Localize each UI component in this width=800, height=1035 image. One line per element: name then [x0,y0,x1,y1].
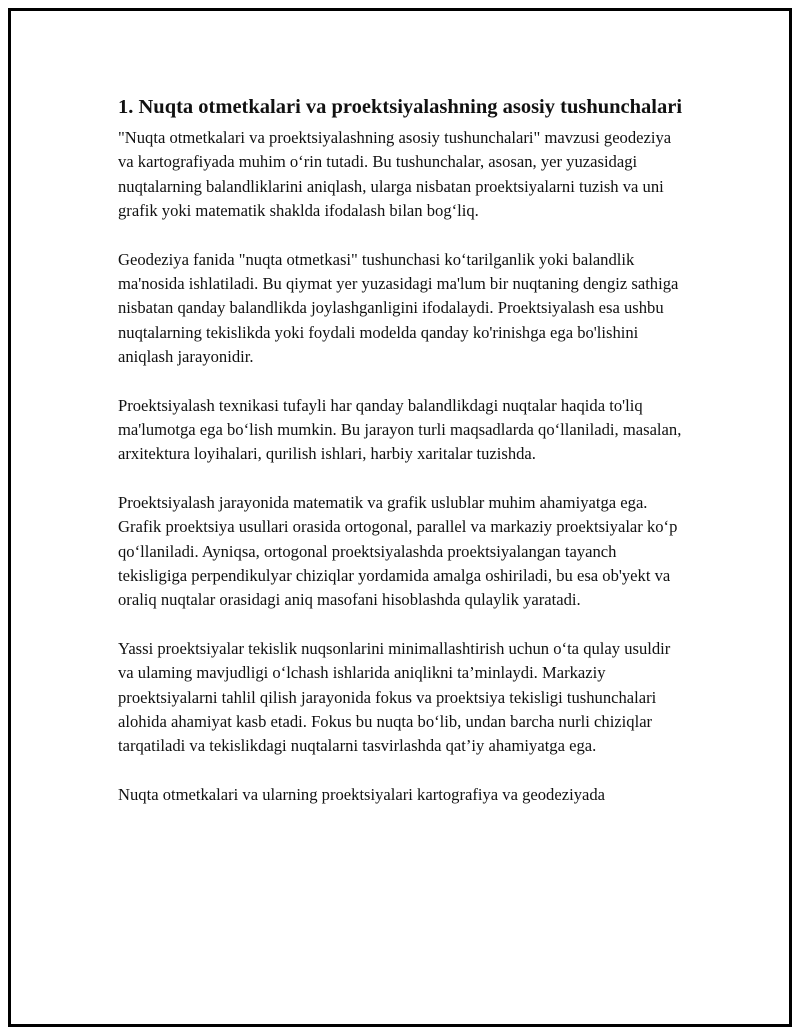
paragraph-1: "Nuqta otmetkalari va proektsiyalashning asosiy tushunchalari" mavzusi geodeziya va kartografiyada muhim o‘rin tutadi. Bu tushunchalar, asosan, yer yuzasidagi nuqtalarning balandliklarini aniqlash, ularga nisbatan proektsiyalarni tuzish va uni grafik yoki matematik shaklda ifodalash bilan bog‘liq. [118,128,672,220]
paragraph-3: Proektsiyalash texnikasi tufayli har qanday balandlikdagi nuqtalar haqida to'liq ma'lumotga ega bo‘lish mumkin. Bu jarayon turli maqsadlarda qo‘llaniladi, masalan, arxitektura loyihalari, qurilish ishlari, harbiy xaritalar tuzishda. [118,395,682,464]
paragraph-2: Geodeziya fanida "nuqta otmetkasi" tushunchasi ko‘tarilganlik yoki balandlik ma'nosida ishlatiladi. Bu qiymat yer yuzasidagi ma'lum bir nuqtaning dengiz sathiga nisbatan qanday balandlikda joylashganligini ifodalaydi. Proektsiyalash esa ushbu nuqtalarning tekislikda yoki foydali modelda qanday ko'rinishga ega bo'lishini aniqlash jarayonidir. [118,249,679,366]
section-heading: 1. Nuqta otmetkalari va proektsiyalashning asosiy tushunchalari [118,96,683,118]
document-body [118,93,688,832]
paragraph-5: Yassi proektsiyalar tekislik nuqsonlarini minimallashtirish uchun o‘ta qulay usuldir va ulaming mavjudligi o‘lchash ishlarida aniqlikni ta’minlaydi. Markaziy proektsiyalarni tahlil qilish jarayonida fokus va proektsiya tekisligi tushunchalari alohida ahamiyat kasb etadi. Fokus bu nuqta bo‘lib, undan barcha nurli chiziqlar tarqatiladi va tekislikdagi nuqtalarni tasvirlashda qat’iy ahamiyatga ega. [118,639,671,756]
paragraph-6: Nuqta otmetkalari va ularning proektsiyalari kartografiya va geodeziyada [118,785,606,805]
paragraph-4: Proektsiyalash jarayonida matematik va grafik uslublar muhim ahamiyatga ega. Grafik proektsiya usullari orasida ortogonal, parallel va markaziy proektsiyalar ko‘p qo‘llaniladi. Ayniqsa, ortogonal proektsiyalashda proektsiyalangan tayanch tekisligiga perpendikulyar chiziqlar yordamida amalga oshiriladi, bu esa ob'yekt va oraliq nuqtalar orasidagi aniq masofani hisoblashda qulaylik yaratadi. [118,493,678,610]
